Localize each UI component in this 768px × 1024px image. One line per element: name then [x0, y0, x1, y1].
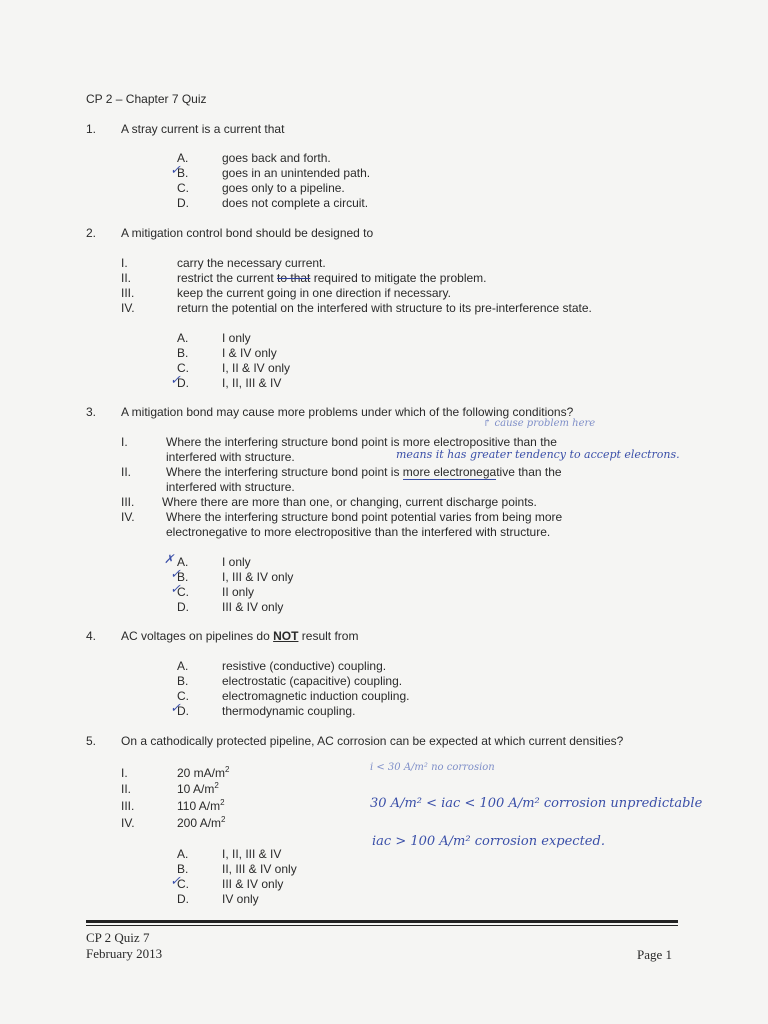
- note-text: i < 30 A/m² no corrosion: [370, 762, 495, 773]
- option-text: goes in an unintended path.: [222, 166, 371, 180]
- handwritten-checkmark-icon: ✓: [170, 581, 181, 596]
- option-text: resistive (conductive) coupling.: [222, 659, 387, 673]
- quiz-title: CP 2 – Chapter 7 Quiz: [86, 92, 207, 106]
- handwritten-note-cause-problem: ↱ cause problem here: [483, 418, 596, 429]
- value-text: 110 A/m: [177, 799, 221, 813]
- statement-text-after: required to mitigate the problem.: [310, 271, 487, 285]
- option-letter: A.: [177, 555, 189, 569]
- option-text: II, III & IV only: [222, 862, 297, 876]
- statement-numeral: IV.: [121, 510, 135, 524]
- option-letter: B.: [177, 570, 189, 584]
- footer-course: CP 2 Quiz 7: [86, 930, 150, 945]
- option-letter: B.: [177, 862, 189, 876]
- question-text: A mitigation control bond should be designed to: [121, 226, 374, 240]
- option-text: I, II & IV only: [222, 361, 291, 375]
- option-text: I, II, III & IV: [222, 376, 282, 390]
- option-letter: C.: [177, 689, 189, 703]
- statement-numeral: IV.: [121, 301, 135, 315]
- statement-numeral: II.: [121, 465, 132, 479]
- handwritten-cross-icon: ✗: [164, 552, 175, 566]
- footer-page-number: Page 1: [637, 947, 673, 962]
- option-text: III & IV only: [222, 600, 284, 614]
- question-text: A mitigation bond may cause more problems under which of the following conditions?: [121, 405, 574, 419]
- statement-numeral: IV.: [121, 816, 135, 830]
- option-text: electrostatic (capacitive) coupling.: [222, 674, 403, 688]
- statement-text-after: tive than the: [496, 465, 562, 479]
- option-letter: C.: [177, 877, 189, 891]
- option-letter: C.: [177, 585, 189, 599]
- option-text: III & IV only: [222, 877, 284, 891]
- statement-numeral: I.: [121, 256, 128, 270]
- emphasis-text: NOT: [273, 629, 299, 643]
- value-text: 200 A/m: [177, 816, 222, 830]
- option-text: II only: [222, 585, 255, 599]
- statement-text-continued: interfered with structure.: [166, 480, 295, 494]
- handwritten-note-no-corrosion: [370, 762, 495, 773]
- statement-text: carry the necessary current.: [177, 256, 326, 270]
- handwritten-note-electrons: means it has greater tendency to accept electrons.: [396, 448, 680, 461]
- handwritten-note-expected: iac > 100 A/m² corrosion expected.: [372, 834, 605, 849]
- option-text: IV only: [222, 892, 259, 906]
- option-letter: C.: [177, 181, 189, 195]
- option-text: I only: [222, 331, 251, 345]
- statement-numeral: II.: [121, 782, 132, 796]
- option-letter: B.: [177, 674, 189, 688]
- option-letter: B.: [177, 346, 189, 360]
- option-letter: A.: [177, 847, 189, 861]
- option-letter: A.: [177, 151, 189, 165]
- handwritten-checkmark-icon: ✓: [170, 873, 181, 888]
- option-text: I, II, III & IV: [222, 847, 282, 861]
- option-text: does not complete a circuit.: [222, 196, 369, 210]
- value-text: 20 mA/m: [177, 766, 226, 780]
- current-density-value: [177, 799, 225, 814]
- struck-text: to that: [277, 271, 311, 285]
- question-number: 4.: [86, 629, 97, 643]
- statement-text: [166, 465, 562, 480]
- option-letter: D.: [177, 376, 189, 390]
- statement-text: return the potential on the interfered with structure to its pre-interference state.: [177, 301, 592, 315]
- question-number: 3.: [86, 405, 97, 419]
- statement-text-continued: interfered with structure.: [166, 450, 295, 464]
- option-letter: D.: [177, 600, 189, 614]
- option-text: goes back and forth.: [222, 151, 331, 165]
- handwritten-checkmark-icon: ✓: [170, 372, 181, 387]
- handwritten-note-unpredictable: 30 A/m² < iac < 100 A/m² corrosion unpredictable: [370, 796, 703, 811]
- current-density-value: [177, 782, 219, 797]
- statement-text: [177, 271, 486, 286]
- statement-text-continued: electronegative to more electropositive than the interfered with structure.: [166, 525, 551, 539]
- option-text: goes only to a pipeline.: [222, 181, 345, 195]
- option-letter: A.: [177, 659, 189, 673]
- option-text: I & IV only: [222, 346, 277, 360]
- statement-text-before: restrict the current: [177, 271, 278, 285]
- option-text: thermodynamic coupling.: [222, 704, 356, 718]
- current-density-value: [177, 816, 225, 831]
- question-text: [121, 629, 358, 644]
- statement-text: Where there are more than one, or changing, current discharge points.: [162, 495, 537, 509]
- exponent: 2: [214, 781, 219, 790]
- statement-text: Where the interfering structure bond point potential varies from being more: [166, 510, 563, 524]
- statement-numeral: III.: [121, 799, 135, 813]
- option-letter: B.: [177, 166, 189, 180]
- underlined-text: more electronega: [402, 465, 497, 479]
- statement-numeral: III.: [121, 495, 135, 509]
- question-text-after: result from: [298, 629, 359, 643]
- statement-numeral: III.: [121, 286, 135, 300]
- footer-rule-thin: [86, 925, 678, 926]
- statement-text: keep the current going in one direction if necessary.: [177, 286, 451, 300]
- statement-numeral: I.: [121, 435, 128, 449]
- handwritten-checkmark-icon: ✓: [170, 162, 181, 177]
- exponent: 2: [225, 765, 230, 774]
- question-number: 1.: [86, 122, 97, 136]
- statement-text: Where the interfering structure bond point is more electropositive than the: [166, 435, 557, 449]
- option-letter: A.: [177, 331, 189, 345]
- value-text: 10 A/m: [177, 782, 215, 796]
- exponent: 2: [221, 815, 226, 824]
- option-text: I only: [222, 555, 251, 569]
- handwritten-checkmark-icon: ✓: [170, 700, 181, 715]
- option-text: electromagnetic induction coupling.: [222, 689, 410, 703]
- footer-rule-thick: [86, 920, 678, 923]
- statement-numeral: II.: [121, 271, 132, 285]
- statement-text-before: Where the interfering structure bond point is: [166, 465, 403, 479]
- question-number: 2.: [86, 226, 97, 240]
- current-density-value: [177, 766, 229, 781]
- question-number: 5.: [86, 734, 97, 748]
- statement-numeral: I.: [121, 766, 128, 780]
- option-letter: D.: [177, 196, 189, 210]
- handwritten-checkmark-icon: ✓: [170, 566, 181, 581]
- question-text: On a cathodically protected pipeline, AC corrosion can be expected at which current densities?: [121, 734, 624, 748]
- option-letter: D.: [177, 704, 189, 718]
- option-text: I, III & IV only: [222, 570, 294, 584]
- question-text-before: AC voltages on pipelines do: [121, 629, 274, 643]
- footer-date: February 2013: [86, 946, 163, 961]
- option-letter: C.: [177, 361, 189, 375]
- option-letter: D.: [177, 892, 189, 906]
- question-text: A stray current is a current that: [121, 122, 285, 136]
- exponent: 2: [220, 798, 225, 807]
